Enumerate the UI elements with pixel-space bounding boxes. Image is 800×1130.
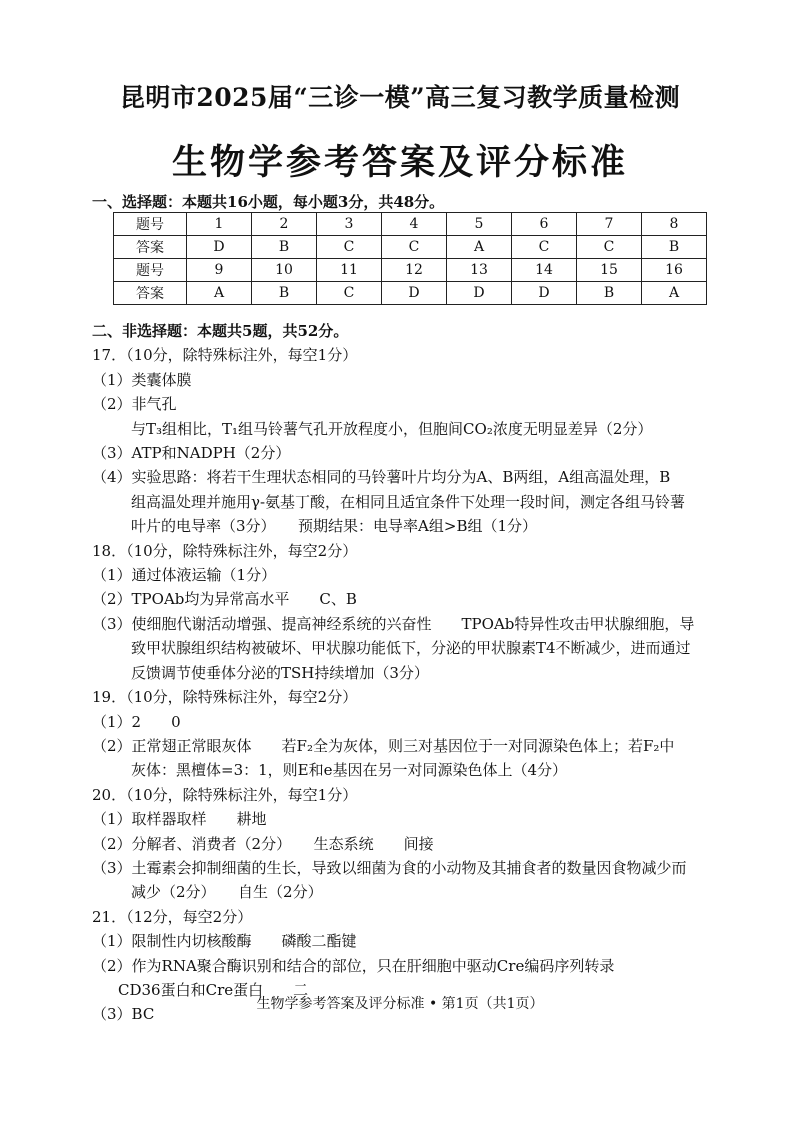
section-2 bbox=[92, 319, 712, 1027]
answer-line: 致甲状腺组织结构被破坏、甲状腺功能低下，分泌的甲状腺素T4不断减少，进而通过 bbox=[131, 639, 691, 658]
table-cell: C bbox=[317, 236, 382, 259]
answer-line: （2）TPOAb均为异常高水平 C、B bbox=[92, 590, 357, 609]
answer-line: （3）ATP和NADPH（2分） bbox=[92, 444, 291, 463]
table-cell: 答案 bbox=[114, 236, 187, 259]
table-cell: 6 bbox=[512, 213, 577, 236]
answer-line: 减少（2分） 自生（2分） bbox=[131, 883, 323, 902]
answer-line: 20．（10分，除特殊标注外，每空1分） bbox=[92, 785, 358, 804]
table-cell: B bbox=[577, 282, 642, 305]
table-cell: A bbox=[642, 282, 707, 305]
table-cell: 2 bbox=[252, 213, 317, 236]
answer-line: 17．（10分，除特殊标注外，每空1分） bbox=[92, 346, 358, 365]
section-2-heading: 二、非选择题：本题共5题，共52分。 bbox=[92, 322, 349, 340]
table-cell: B bbox=[252, 236, 317, 259]
answer-line: （3）BC bbox=[92, 1005, 155, 1024]
table-cell: 13 bbox=[447, 259, 512, 282]
answer-line: （1）限制性内切核酸酶 磷酸二酯键 bbox=[92, 932, 357, 951]
document-title: 昆明市2025届“三诊一模”高三复习教学质量检测 bbox=[119, 83, 681, 112]
answer-line: CD36蛋白和Cre蛋白 二 bbox=[118, 980, 309, 999]
answer-line: （1）2 0 bbox=[92, 712, 181, 731]
answer-line: （1）类囊体膜 bbox=[92, 370, 192, 389]
table-cell: 3 bbox=[317, 213, 382, 236]
table-cell: A bbox=[447, 236, 512, 259]
table-cell: 15 bbox=[577, 259, 642, 282]
table-cell: B bbox=[252, 282, 317, 305]
answer-lines bbox=[92, 343, 712, 1026]
table-cell: 11 bbox=[317, 259, 382, 282]
answer-line: （2）正常翅正常眼灰体 若F₂全为灰体，则三对基因位于一对同源染色体上；若F₂中 bbox=[92, 736, 675, 755]
answer-line: （2）分解者、消费者（2分） 生态系统 间接 bbox=[92, 834, 434, 853]
table-cell: B bbox=[642, 236, 707, 259]
table-cell: 5 bbox=[447, 213, 512, 236]
page-footer: 生物学参考答案及评分标准 • 第1页（共1页） bbox=[256, 996, 544, 1012]
table-cell: 14 bbox=[512, 259, 577, 282]
table-cell: D bbox=[187, 236, 252, 259]
answer-line: （4）实验思路：将若干生理状态相同的马铃薯叶片均分为A、B两组，A组高温处理，B bbox=[92, 468, 671, 487]
answer-line: 灰体：黑檀体=3：1，则E和e基因在另一对同源染色体上（4分） bbox=[131, 761, 568, 780]
answer-line: （2）非气孔 bbox=[92, 395, 177, 414]
table-cell: 9 bbox=[187, 259, 252, 282]
answer-line: （2）作为RNA聚合酶识别和结合的部位，只在肝细胞中驱动Cre编码序列转录 bbox=[92, 956, 615, 975]
table-cell: 10 bbox=[252, 259, 317, 282]
table-row bbox=[114, 259, 707, 282]
table-row bbox=[114, 282, 707, 305]
table-cell: 题号 bbox=[114, 259, 187, 282]
table-cell: 答案 bbox=[114, 282, 187, 305]
table-cell: D bbox=[512, 282, 577, 305]
answer-table bbox=[113, 212, 707, 305]
table-cell: 1 bbox=[187, 213, 252, 236]
table-cell: C bbox=[577, 236, 642, 259]
answer-line: 反馈调节使垂体分泌的TSH持续增加（3分） bbox=[131, 663, 429, 682]
table-cell: 题号 bbox=[114, 213, 187, 236]
section-1-heading: 一、选择题：本题共16小题，每小题3分，共48分。 bbox=[92, 193, 445, 211]
answer-line: 组高温处理并施用γ-氨基丁酸，在相同且适宜条件下处理一段时间，测定各组马铃薯 bbox=[131, 492, 686, 511]
table-cell: 8 bbox=[642, 213, 707, 236]
table-cell: C bbox=[512, 236, 577, 259]
document-subtitle: 生物学参考答案及评分标准 bbox=[171, 142, 628, 183]
answer-line: （3）使细胞代谢活动增强、提高神经系统的兴奋性 TPOAb特异性攻击甲状腺细胞，导 bbox=[92, 614, 695, 633]
table-cell: D bbox=[447, 282, 512, 305]
answer-line: （1）通过体液运输（1分） bbox=[92, 566, 277, 585]
table-cell: C bbox=[382, 236, 447, 259]
table-cell: 4 bbox=[382, 213, 447, 236]
answer-line: 叶片的电导率（3分） 预期结果：电导率A组>B组（1分） bbox=[131, 517, 538, 536]
answer-line: 19．（10分，除特殊标注外，每空2分） bbox=[92, 688, 358, 707]
table-row bbox=[114, 236, 707, 259]
table-cell: D bbox=[382, 282, 447, 305]
table-cell: A bbox=[187, 282, 252, 305]
table-cell: 16 bbox=[642, 259, 707, 282]
answer-line: （1）取样器取样 耕地 bbox=[92, 810, 267, 829]
table-cell: 12 bbox=[382, 259, 447, 282]
answer-line: （3）土霉素会抑制细菌的生长，导致以细菌为食的小动物及其捕食者的数量因食物减少而 bbox=[92, 858, 687, 877]
table-cell: C bbox=[317, 282, 382, 305]
table-row bbox=[114, 213, 707, 236]
answer-line: 21．（12分，每空2分） bbox=[92, 907, 253, 926]
answer-line: 18．（10分，除特殊标注外，每空2分） bbox=[92, 541, 358, 560]
table-cell: 7 bbox=[577, 213, 642, 236]
answer-line: 与T₃组相比，T₁组马铃薯气孔开放程度小，但胞间CO₂浓度无明显差异（2分） bbox=[131, 419, 653, 438]
